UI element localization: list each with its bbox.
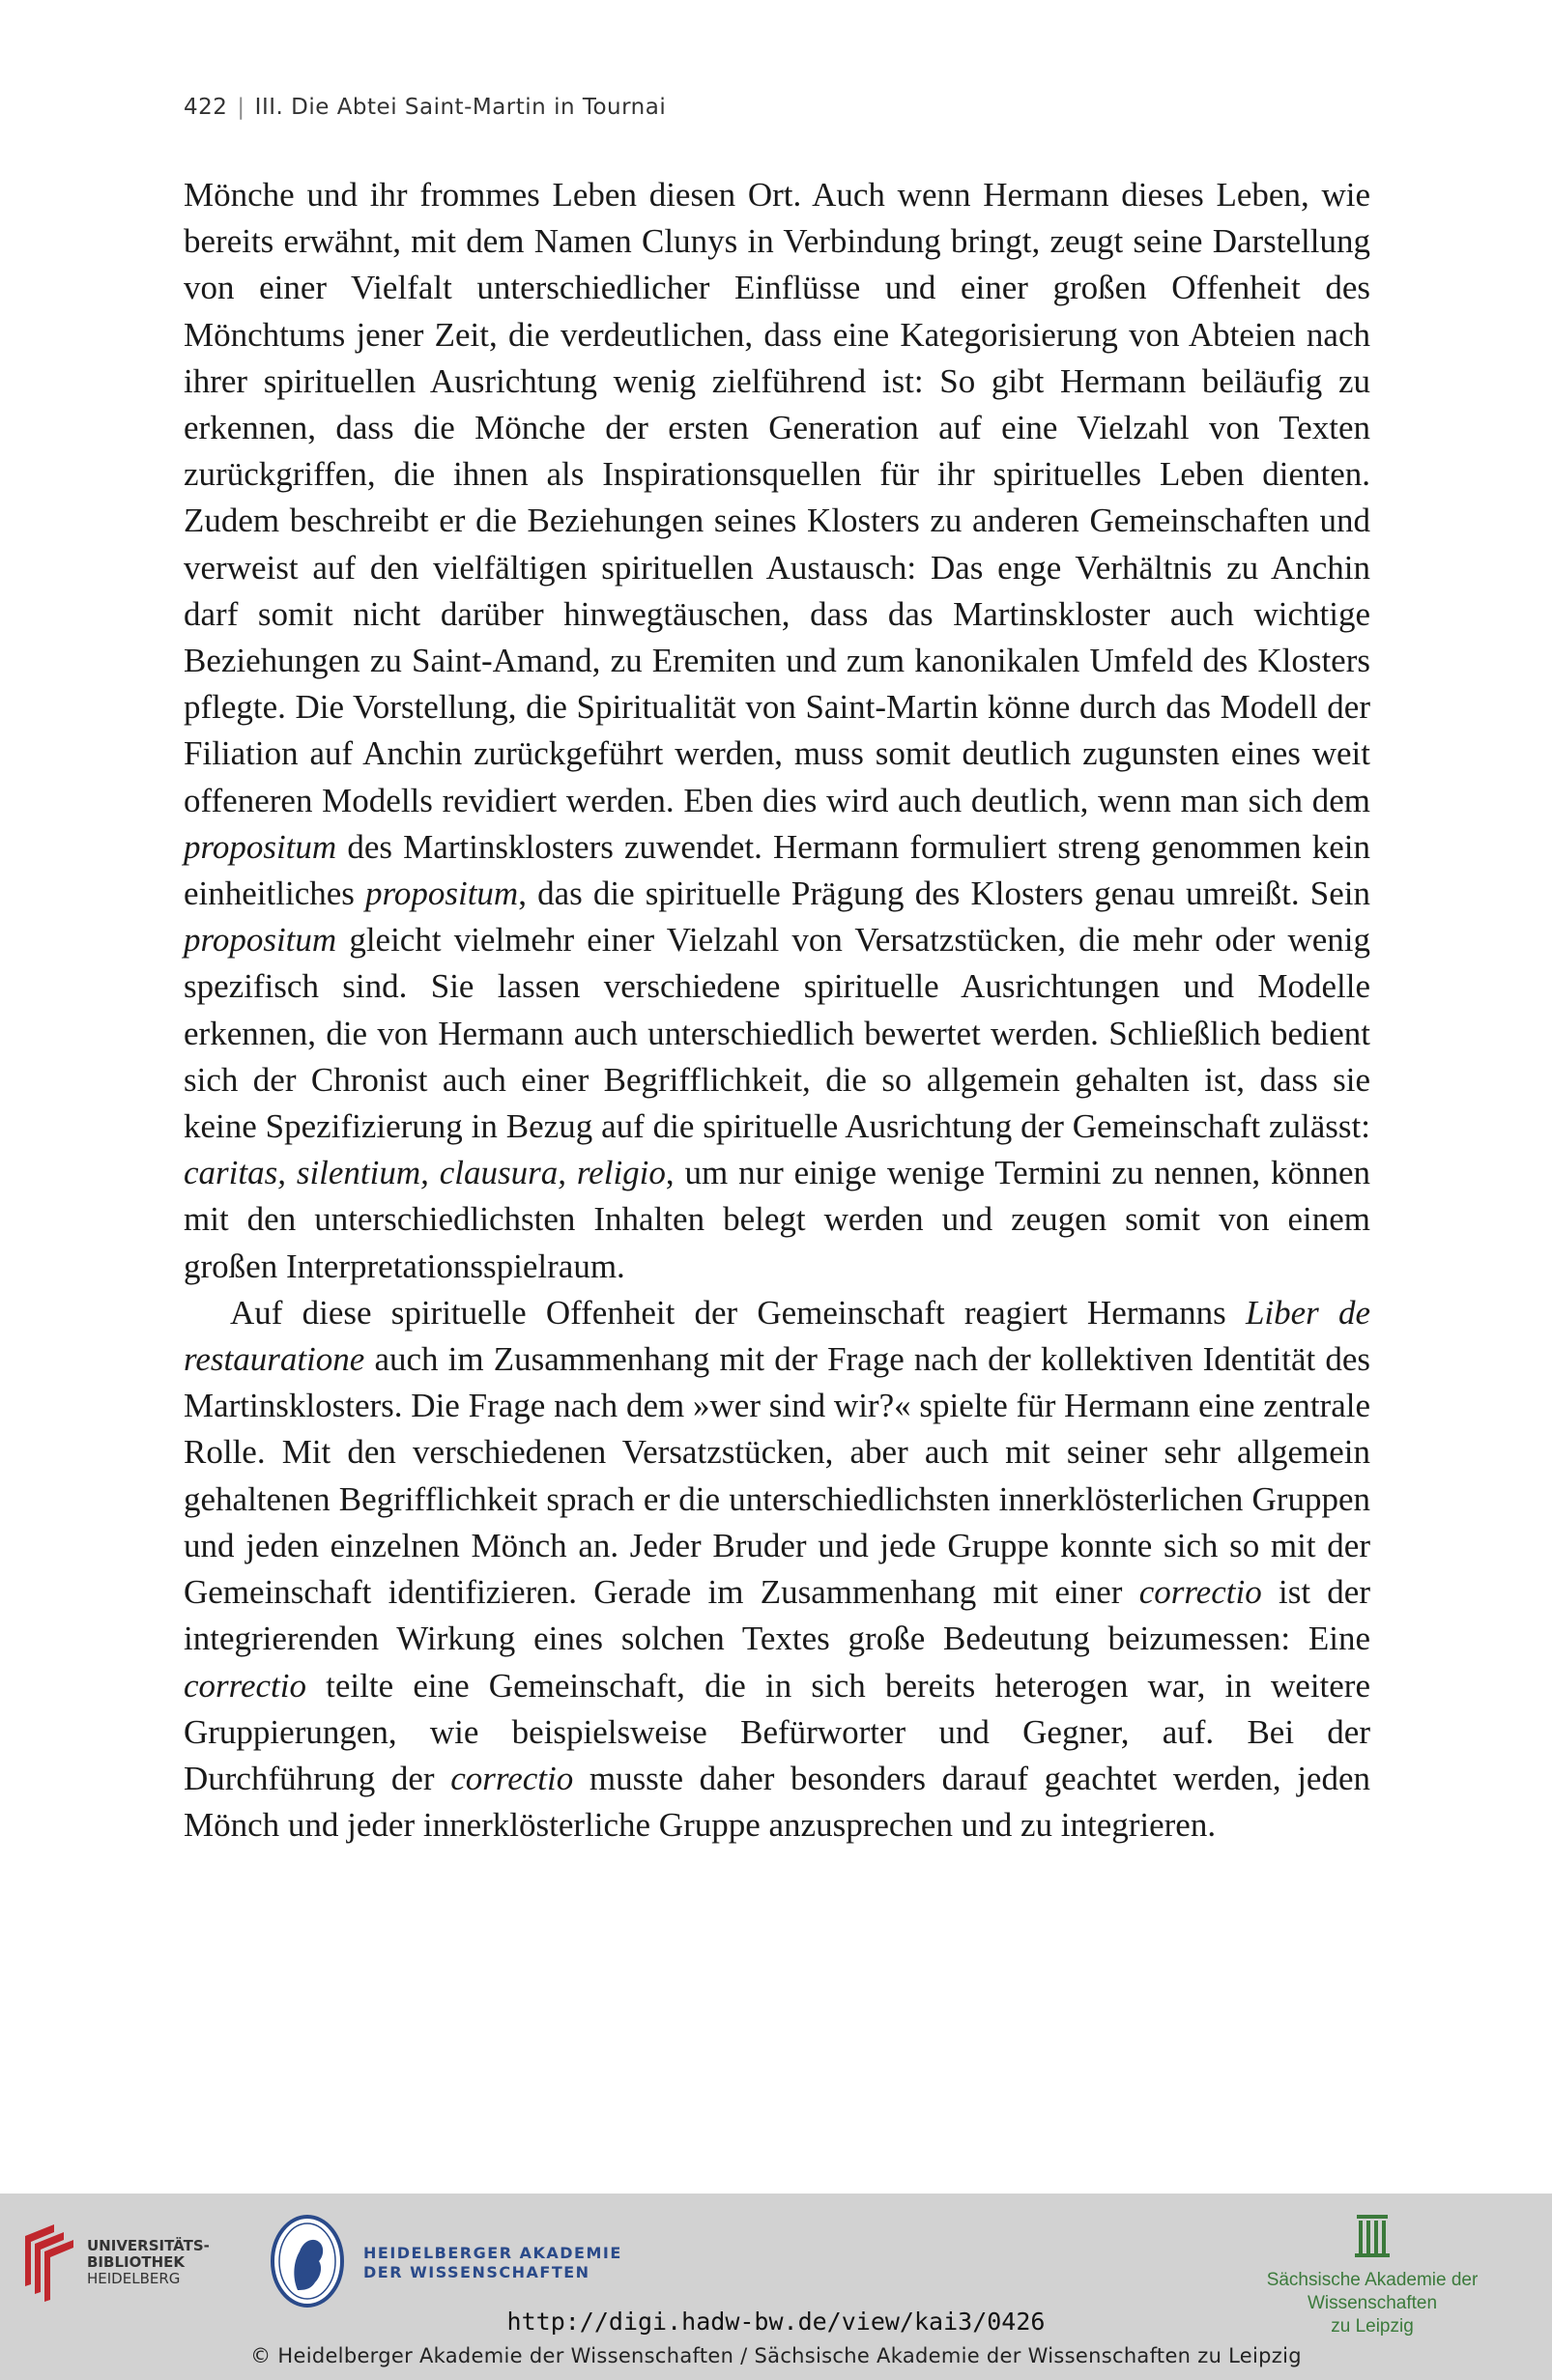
hadw-logo[interactable]: [269, 2213, 636, 2309]
ub-logo-line-3: HEIDELBERG: [87, 2270, 181, 2287]
text-run: auch im Zusammenhang mit der Frage nach der kollektiven Identität des Martinsklosters. Die Frage nach dem »wer sind wir?« spielte für Hermann eine zentrale Rolle. Mit den verschiedenen Versatzstücken, aber auch mit seiner sehr allgemein gehaltenen Begrifflichkeit sprach er die unterschiedlichsten innerklösterlichen Gruppen und jeden einzelnen Mönch an. Jeder Bruder und jede Gruppe konnte sich so mit der Gemeinschaft identifizieren. Gerade im Zusammenhang mit einer: [184, 1340, 1370, 1612]
text-run: Auf diese spirituelle Offenheit der Gemeinschaft reagiert Hermanns: [230, 1293, 1246, 1332]
hadw-seal-icon: [269, 2213, 346, 2309]
text-run: ist der integrierenden Wirkung eines solchen Textes große Bedeutung beizumessen: Eine: [184, 1573, 1370, 1658]
text-run: des Martinsklosters zuwendet. Hermann formuliert streng genommen kein einheitliches: [184, 827, 1370, 913]
text-run: Mönche und ihr frommes Leben diesen Ort. Auch wenn Hermann dieses Leben, wie bereits erwähnt, mit dem Namen Clunys in Verbindung bringt, zeugt seine Darstellung von einer Vielfalt unterschiedlicher Einflüsse und einer großen Offenheit des Mönchtums jener Zeit, die verdeutlichen, dass eine Kategorisierung von Abteien nach ihrer spirituellen Ausrichtung wenig zielführend ist: So gibt Hermann beiläufig zu erkennen, dass die Mönche der ersten Generation auf eine Vielzahl von Texten zurückgriffen, die ihnen als Inspirationsquellen für ihr spirituelles Leben dienten. Zudem beschreibt er die Beziehungen seines Klosters zu anderen Gemeinschaften und verweist auf den vielfältigen spirituellen Austausch: Das enge Verhältnis zu Anchin darf somit nicht darüber hinwegtäuschen, dass das Martinskloster auch wichtige Beziehungen zu Saint-Amand, zu Eremiten und zum kanonikalen Umfeld des Klosters pflegte. Die Vorstellung, die Spiritualität von Saint-Martin könne durch das Modell der Filiation auf Anchin zurückgeführt werden, muss somit deutlich zugunsten eines weit offeneren Modells revidiert werden. Eben dies wird auch deutlich, wenn man sich dem: [184, 176, 1370, 819]
permalink-url[interactable]: http://digi.hadw-bw.de/view/kai3/0426: [506, 2308, 1046, 2336]
saw-logo-line-1: Sächsische Akademie der Wissenschaften: [1266, 2270, 1479, 2313]
italic-term: propositum: [184, 921, 337, 960]
italic-term: correctio: [1138, 1573, 1262, 1612]
ub-logo-text: [87, 2238, 210, 2287]
saw-logo-line-2: zu Leipzig: [1331, 2316, 1414, 2337]
ub-logo-mark-icon: [17, 2222, 77, 2304]
paragraph: [184, 1290, 1370, 1849]
ub-logo-line-1: UNIVERSITÄTS-: [87, 2237, 210, 2254]
text-run: gleicht vielmehr einer Vielzahl von Versatzstücken, die mehr oder wenig spezifisch sind. Sie lassen verschiedene spirituelle Ausrichtungen und Modelle erkennen, die von Hermann auch unterschiedlich bewertet werden. Schließlich bedient sich der Chronist auch einer Begrifflichkeit, die so allgemein gehalten ist, dass sie keine Spezifizierung in Bezug auf die spirituelle Ausrichtung der Gemeinschaft zulässt:: [184, 921, 1370, 1146]
text-run: , um nur einige wenige Termini zu nennen, können mit den unterschiedlichsten Inhalten belegt werden und zeugen somit von einem großen Interpretationsspielraum.: [184, 1154, 1370, 1285]
text-run: musste daher besonders darauf geachtet werden, jeden Mönch und jeder innerklösterliche Gruppe anzusprechen und zu integrieren.: [184, 1759, 1370, 1845]
text-run: teilte eine Gemeinschaft, die in sich bereits heterogen war, in weitere Gruppierungen, wie beispielsweise Befürworter und Gegner, auf. Bei der Durchführung der: [184, 1666, 1370, 1797]
paragraph: [184, 172, 1370, 1290]
ub-heidelberg-logo[interactable]: [17, 2222, 211, 2309]
hadw-logo-line-2: DER WISSENSCHAFTEN: [363, 2263, 590, 2281]
italic-term: caritas, silentium, clausura, religio: [184, 1154, 666, 1192]
text-run: , das die spirituelle Prägung des Klosters genau umreißt. Sein: [518, 875, 1370, 913]
italic-term: correctio: [450, 1759, 574, 1797]
header-separator: |: [237, 95, 245, 120]
hadw-logo-line-1: HEIDELBERGER AKADEMIE: [363, 2244, 622, 2262]
ub-logo-line-2: BIBLIOTHEK: [87, 2253, 185, 2271]
copyright-notice: © Heidelberger Akademie der Wissenschaften / Sächsische Akademie der Wissenschaften zu Leipzig: [250, 2344, 1302, 2367]
italic-term: Liber de restauratione: [184, 1293, 1370, 1379]
running-head: [184, 95, 666, 120]
italic-term: propositum: [365, 875, 519, 913]
chapter-title: III. Die Abtei Saint-Martin in Tournai: [254, 95, 667, 120]
footer-bar: [0, 2194, 1552, 2380]
italic-term: correctio: [184, 1666, 306, 1705]
hadw-logo-text: [363, 2244, 622, 2282]
saw-building-icon: [1353, 2211, 1392, 2259]
italic-term: propositum: [184, 827, 337, 866]
body-text: [184, 172, 1370, 1849]
saw-leipzig-logo[interactable]: [1208, 2211, 1537, 2337]
page-number: 422: [184, 95, 228, 120]
